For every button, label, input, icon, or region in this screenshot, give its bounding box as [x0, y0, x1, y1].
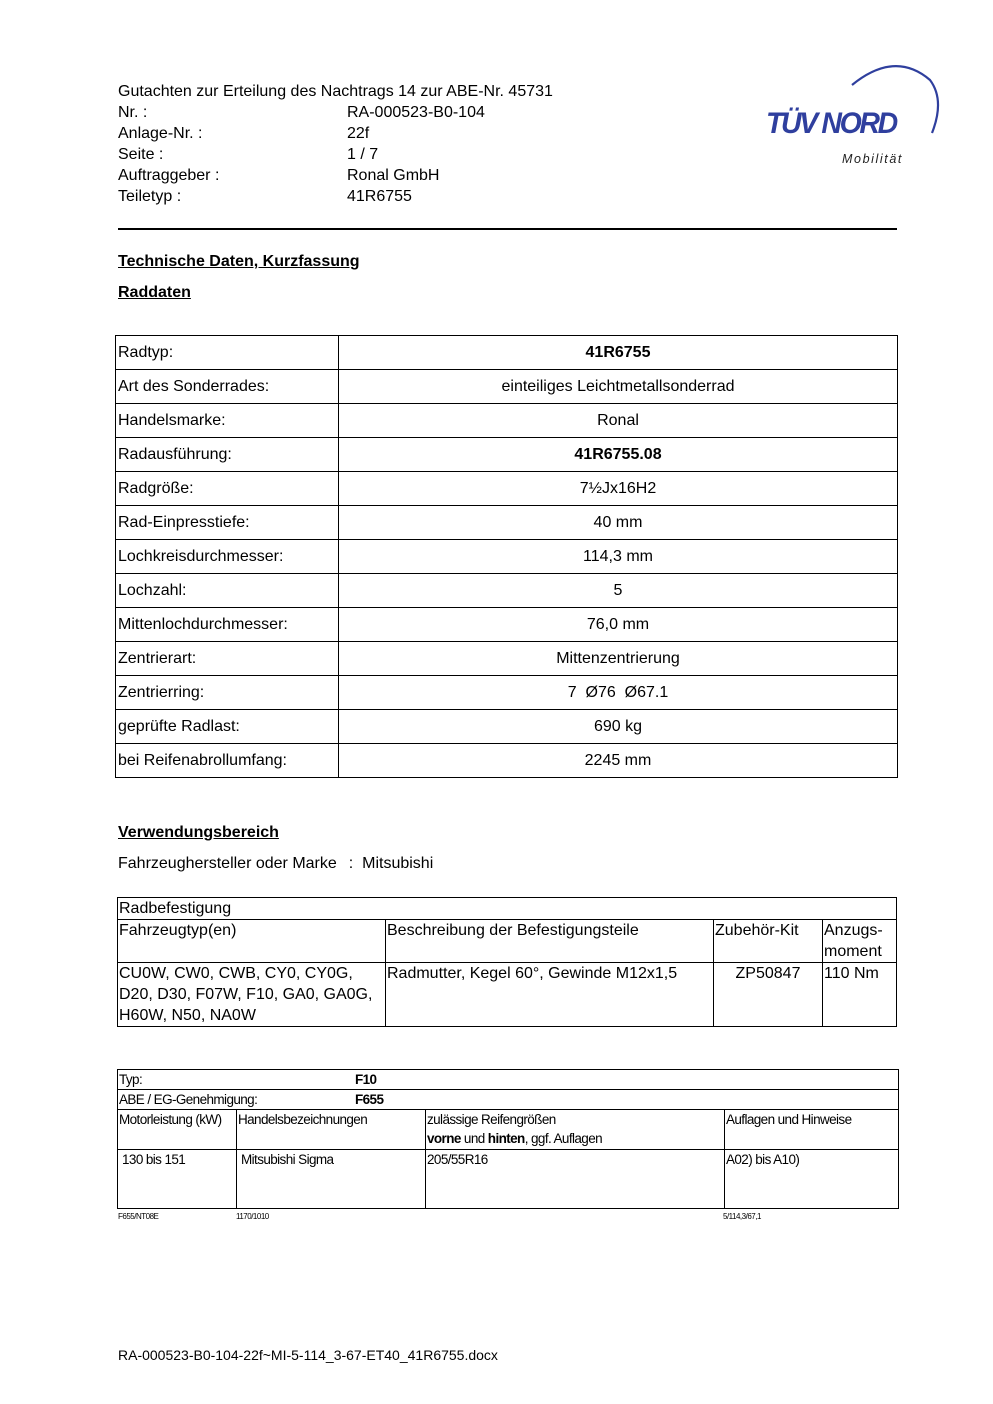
hersteller-label: Fahrzeughersteller oder Marke: [118, 855, 337, 872]
reifen-hinten: hinten: [487, 1131, 525, 1146]
row-label: Radtyp:: [116, 336, 339, 370]
table-row: [118, 963, 897, 1027]
col-header-auflagen: Auflagen und Hinweise: [725, 1110, 899, 1150]
row-value: 76,0 mm: [339, 608, 898, 642]
table-row: [116, 540, 898, 574]
table-row: [116, 472, 898, 506]
footnote-2: 1170/1010: [236, 1212, 269, 1221]
table-row: [116, 506, 898, 540]
seite-label: Seite :: [118, 146, 164, 163]
row-label: Lochzahl:: [116, 574, 339, 608]
row-value: 2245 mm: [339, 744, 898, 778]
nr-value: RA-000523-B0-104: [347, 104, 485, 121]
table-row: [116, 744, 898, 778]
abe-label: ABE / EG-Genehmigung:: [119, 1092, 258, 1107]
row-label: Art des Sonderrades:: [116, 370, 339, 404]
cell-beschreibung: Radmutter, Kegel 60°, Gewinde M12x1,5: [386, 963, 714, 1027]
radbefestigung-table: [117, 897, 897, 1027]
section-raddaten: Raddaten: [118, 284, 191, 301]
col-header: Zubehör-Kit: [714, 920, 823, 963]
table-row: [118, 1150, 899, 1209]
row-value: Mittenzentrierung: [339, 642, 898, 676]
logo-brand: TÜV NORD: [766, 107, 896, 140]
footnote-3: 5/114,3/67,1: [723, 1212, 761, 1221]
seite-value: 1 / 7: [347, 146, 379, 163]
col-header-motor: Motorleistung (kW): [118, 1110, 237, 1150]
row-label: Radgröße:: [116, 472, 339, 506]
col-header: Fahrzeugtyp(en): [118, 920, 386, 963]
row-value: 690 kg: [339, 710, 898, 744]
section-verwendung: Verwendungsbereich: [118, 824, 279, 841]
row-value: 7½Jx16H2: [339, 472, 898, 506]
table-row: [116, 438, 898, 472]
row-value: 7 Ø76 Ø67.1: [339, 676, 898, 710]
table-row: [116, 574, 898, 608]
row-label: Lochkreisdurchmesser:: [116, 540, 339, 574]
anlage-value: 22f: [347, 125, 370, 142]
section-tech: Technische Daten, Kurzfassung: [118, 253, 360, 270]
reifen-rest: , ggf. Auflagen: [524, 1131, 603, 1146]
cell-zubehoer-kit: ZP50847: [714, 963, 823, 1027]
cell-handel: Mitsubishi Sigma: [237, 1150, 426, 1209]
row-label: Zentrierart:: [116, 642, 339, 676]
auftraggeber-value: Ronal GmbH: [347, 167, 440, 184]
row-value: einteiliges Leichtmetallsonderrad: [339, 370, 898, 404]
abe-row: [118, 1090, 899, 1110]
cell-motor: 130 bis 151: [118, 1150, 237, 1209]
row-label: Mittenlochdurchmesser:: [116, 608, 339, 642]
hersteller-sep: :: [348, 855, 354, 872]
typ-row: [118, 1070, 899, 1090]
table-row: [116, 642, 898, 676]
typ-label: Typ:: [119, 1072, 143, 1087]
table-row: [116, 404, 898, 438]
table-row: [118, 1090, 899, 1110]
cell-anzugsmoment: 110 Nm: [823, 963, 897, 1027]
teiletyp-label: Teiletyp :: [118, 188, 182, 205]
page-footer-filename: RA-000523-B0-104-22f~MI-5-114_3-67-ET40_41R6755.docx: [118, 1347, 498, 1363]
row-value: 41R6755.08: [339, 438, 898, 472]
header-divider: [118, 228, 897, 230]
footnote-1: F655/NT08E: [118, 1212, 159, 1221]
abe-value: F655: [355, 1092, 384, 1107]
table-row: [116, 336, 898, 370]
raddaten-table: [115, 335, 898, 778]
reifen-header-line1: zulässige Reifengrößen: [427, 1112, 556, 1127]
logo-sub: Mobilität: [842, 152, 903, 166]
typ-table: [117, 1069, 899, 1209]
row-label: geprüfte Radlast:: [116, 710, 339, 744]
row-label: Rad-Einpresstiefe:: [116, 506, 339, 540]
radbefestigung-title: Radbefestigung: [118, 898, 897, 920]
row-value: Ronal: [339, 404, 898, 438]
document-title: Gutachten zur Erteilung des Nachtrags 14 zur ABE-Nr. 45731: [118, 83, 553, 100]
row-label: Radausführung:: [116, 438, 339, 472]
col-header: Anzugs-moment: [823, 920, 897, 963]
row-label: Zentrierring:: [116, 676, 339, 710]
table-row: [116, 710, 898, 744]
table-header-row: [118, 1110, 899, 1150]
table-row: [116, 608, 898, 642]
col-header: Beschreibung der Befestigungsteile: [386, 920, 714, 963]
row-label: Handelsmarke:: [116, 404, 339, 438]
hersteller-value: Mitsubishi: [362, 855, 434, 872]
table-header-row: [118, 920, 897, 963]
hersteller-line: [118, 855, 433, 873]
cell-fahrzeugtypen: CU0W, CW0, CWB, CY0, CY0G, D20, D30, F07W, F10, GA0, GA0G, H60W, N50, NA0W: [118, 963, 386, 1027]
nr-label: Nr. :: [118, 104, 148, 121]
table-row: [118, 898, 897, 920]
row-value: 40 mm: [339, 506, 898, 540]
table-row: [118, 1070, 899, 1090]
col-header-reifen: [426, 1110, 725, 1150]
tuv-nord-logo: [760, 55, 945, 170]
anlage-label: Anlage-Nr. :: [118, 125, 203, 142]
row-value: 5: [339, 574, 898, 608]
row-value: 41R6755: [339, 336, 898, 370]
teiletyp-value: 41R6755: [347, 188, 412, 205]
table-row: [116, 370, 898, 404]
row-label: bei Reifenabrollumfang:: [116, 744, 339, 778]
cell-reifen: 205/55R16: [426, 1150, 725, 1209]
auftraggeber-label: Auftraggeber :: [118, 167, 220, 184]
reifen-vorne: vorne: [427, 1131, 461, 1146]
typ-value: F10: [355, 1072, 377, 1087]
table-row: [116, 676, 898, 710]
reifen-und: und: [460, 1131, 488, 1146]
row-value: 114,3 mm: [339, 540, 898, 574]
col-header-handel: Handelsbezeichnungen: [237, 1110, 426, 1150]
cell-auflagen: A02) bis A10): [725, 1150, 899, 1209]
